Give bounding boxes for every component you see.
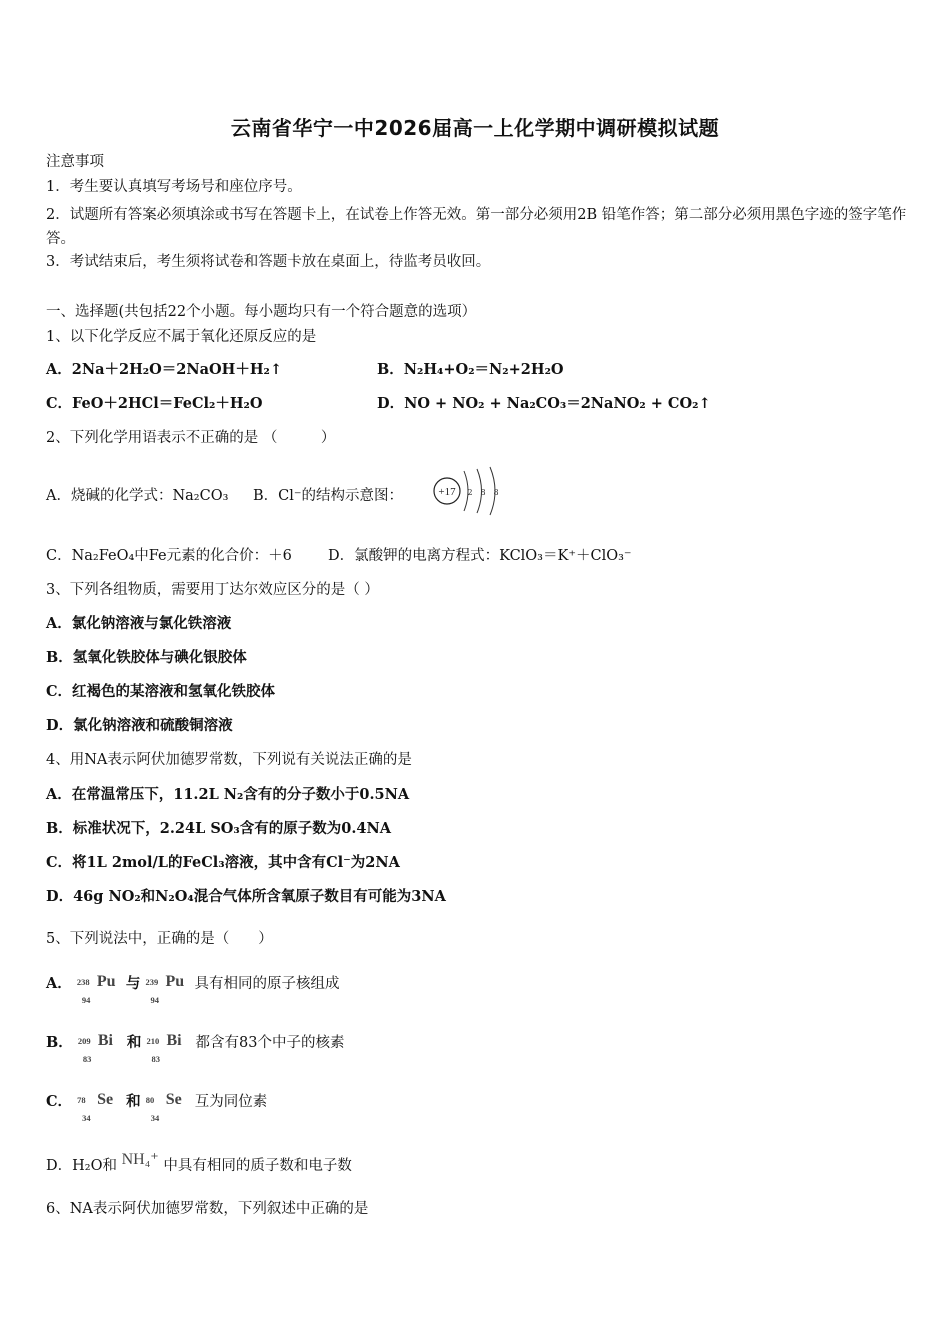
q5-option-c bbox=[46, 1080, 267, 1122]
q3-option-d: D．氯化钠溶液和硫酸铜溶液 bbox=[46, 717, 233, 734]
nuclide-se-80: 80 34 Se bbox=[145, 1091, 182, 1123]
q4-option-b: B．标准状况下，2.24L SO₃含有的原子数为0.4NA bbox=[46, 820, 391, 837]
q2-option-b: B．Cl⁻的结构示意图： bbox=[253, 488, 404, 504]
option-label: B． bbox=[46, 1034, 73, 1051]
q1-stem: 1、以下化学反应不属于氧化还原反应的是 bbox=[46, 329, 317, 345]
option-label: A． bbox=[46, 975, 72, 992]
option-text: 中具有相同的质子数和电子数 bbox=[163, 1158, 352, 1174]
notice-item-1: 1．考生要认真填写考场号和座位序号。 bbox=[46, 179, 302, 195]
option-label: D．H₂O和 bbox=[46, 1158, 117, 1174]
q2-option-d: D．氯酸钾的电离方程式：KClO₃＝K⁺＋ClO₃⁻ bbox=[328, 548, 632, 564]
option-text: 具有相同的原子核组成 bbox=[194, 976, 340, 992]
q2-option-c: C．Na₂FeO₄中Fe元素的化合价：＋6 bbox=[46, 548, 292, 564]
q3-option-c: C．红褐色的某溶液和氢氧化铁胶体 bbox=[46, 683, 276, 700]
nuclide-pu-239: 239 94 Pu bbox=[145, 973, 185, 1005]
shell-electrons-2: 8 bbox=[480, 488, 486, 497]
q3-option-b: B．氢氧化铁胶体与碘化银胶体 bbox=[46, 649, 247, 666]
notice-item-3: 3．考试结束后，考生须将试卷和答题卡放在桌面上，待监考员收回。 bbox=[46, 254, 491, 270]
shell-electrons-1: 2 bbox=[467, 488, 473, 497]
notice-heading: 注意事项 bbox=[46, 154, 104, 170]
conjunction: 与 bbox=[125, 975, 141, 992]
q4-option-c: C．将1L 2mol/L的FeCl₃溶液，其中含有Cl⁻为2NA bbox=[46, 854, 400, 871]
section-heading: 一、选择题(共包括22个小题。每小题均只有一个符合题意的选项） bbox=[46, 304, 477, 320]
q3-option-a: A．氯化钠溶液与氯化铁溶液 bbox=[46, 615, 232, 632]
conjunction: 和 bbox=[126, 1034, 142, 1051]
q5-option-a bbox=[46, 962, 340, 1004]
nuclide-bi-210: 210 83 Bi bbox=[146, 1032, 182, 1064]
q1-option-b: B．N₂H₄+O₂＝N₂+2H₂O bbox=[377, 361, 564, 378]
q4-option-a: A．在常温常压下，11.2L N₂含有的分子数小于0.5NA bbox=[46, 786, 410, 803]
option-text: 互为同位素 bbox=[194, 1094, 268, 1110]
q4-option-d: D．46g NO₂和N₂O₄混合气体所含氧原子数目有可能为3NA bbox=[46, 888, 446, 905]
notice-item-2: 2．试题所有答案必须填涂或书写在答题卡上，在试卷上作答无效。第一部分必须用2B 铅笔作答；第二部分必须用黑色字迹的签字笔作答。 bbox=[46, 207, 907, 247]
conjunction: 和 bbox=[126, 1093, 141, 1110]
nuclide-se-78: 78 34 Se bbox=[77, 1091, 114, 1123]
nuclide-bi-209: 209 83 Bi bbox=[77, 1032, 113, 1064]
option-label: C． bbox=[46, 1093, 73, 1110]
q1-option-c: C．FeO＋2HCl＝FeCl₂＋H₂O bbox=[46, 395, 263, 412]
nuclide-pu-238: 238 94 Pu bbox=[76, 973, 116, 1005]
shell-electrons-3: 8 bbox=[493, 488, 499, 497]
nucleus-charge: +17 bbox=[438, 486, 456, 498]
q1-option-a: A．2Na＋2H₂O＝2NaOH＋H₂↑ bbox=[46, 361, 283, 378]
q3-stem: 3、下列各组物质，需要用丁达尔效应区分的是（ ） bbox=[46, 582, 379, 598]
q5-option-b bbox=[46, 1021, 344, 1063]
page-title: 云南省华宁一中2026届高一上化学期中调研模拟试题 bbox=[230, 116, 720, 140]
q5-stem: 5、下列说法中，正确的是（ ） bbox=[46, 931, 273, 947]
option-text: 都含有83个中子的核素 bbox=[195, 1035, 345, 1051]
chloride-ion-structure-diagram bbox=[430, 465, 502, 521]
q5-option-d bbox=[46, 1140, 352, 1186]
q1-option-d: D．NO + NO₂ + Na₂CO₃＝2NaNO₂ + CO₂↑ bbox=[377, 395, 711, 412]
q2-stem: 2、下列化学用语表示不正确的是 （ ） bbox=[46, 430, 336, 446]
q4-stem: 4、用NA表示阿伏加德罗常数，下列说有关说法正确的是 bbox=[46, 752, 412, 768]
q2-option-a: A．烧碱的化学式：Na₂CO₃ bbox=[46, 488, 229, 504]
ammonium-ion: NH₄⁺ bbox=[121, 1151, 159, 1168]
q6-stem: 6、NA表示阿伏加德罗常数，下列叙述中正确的是 bbox=[46, 1201, 369, 1217]
